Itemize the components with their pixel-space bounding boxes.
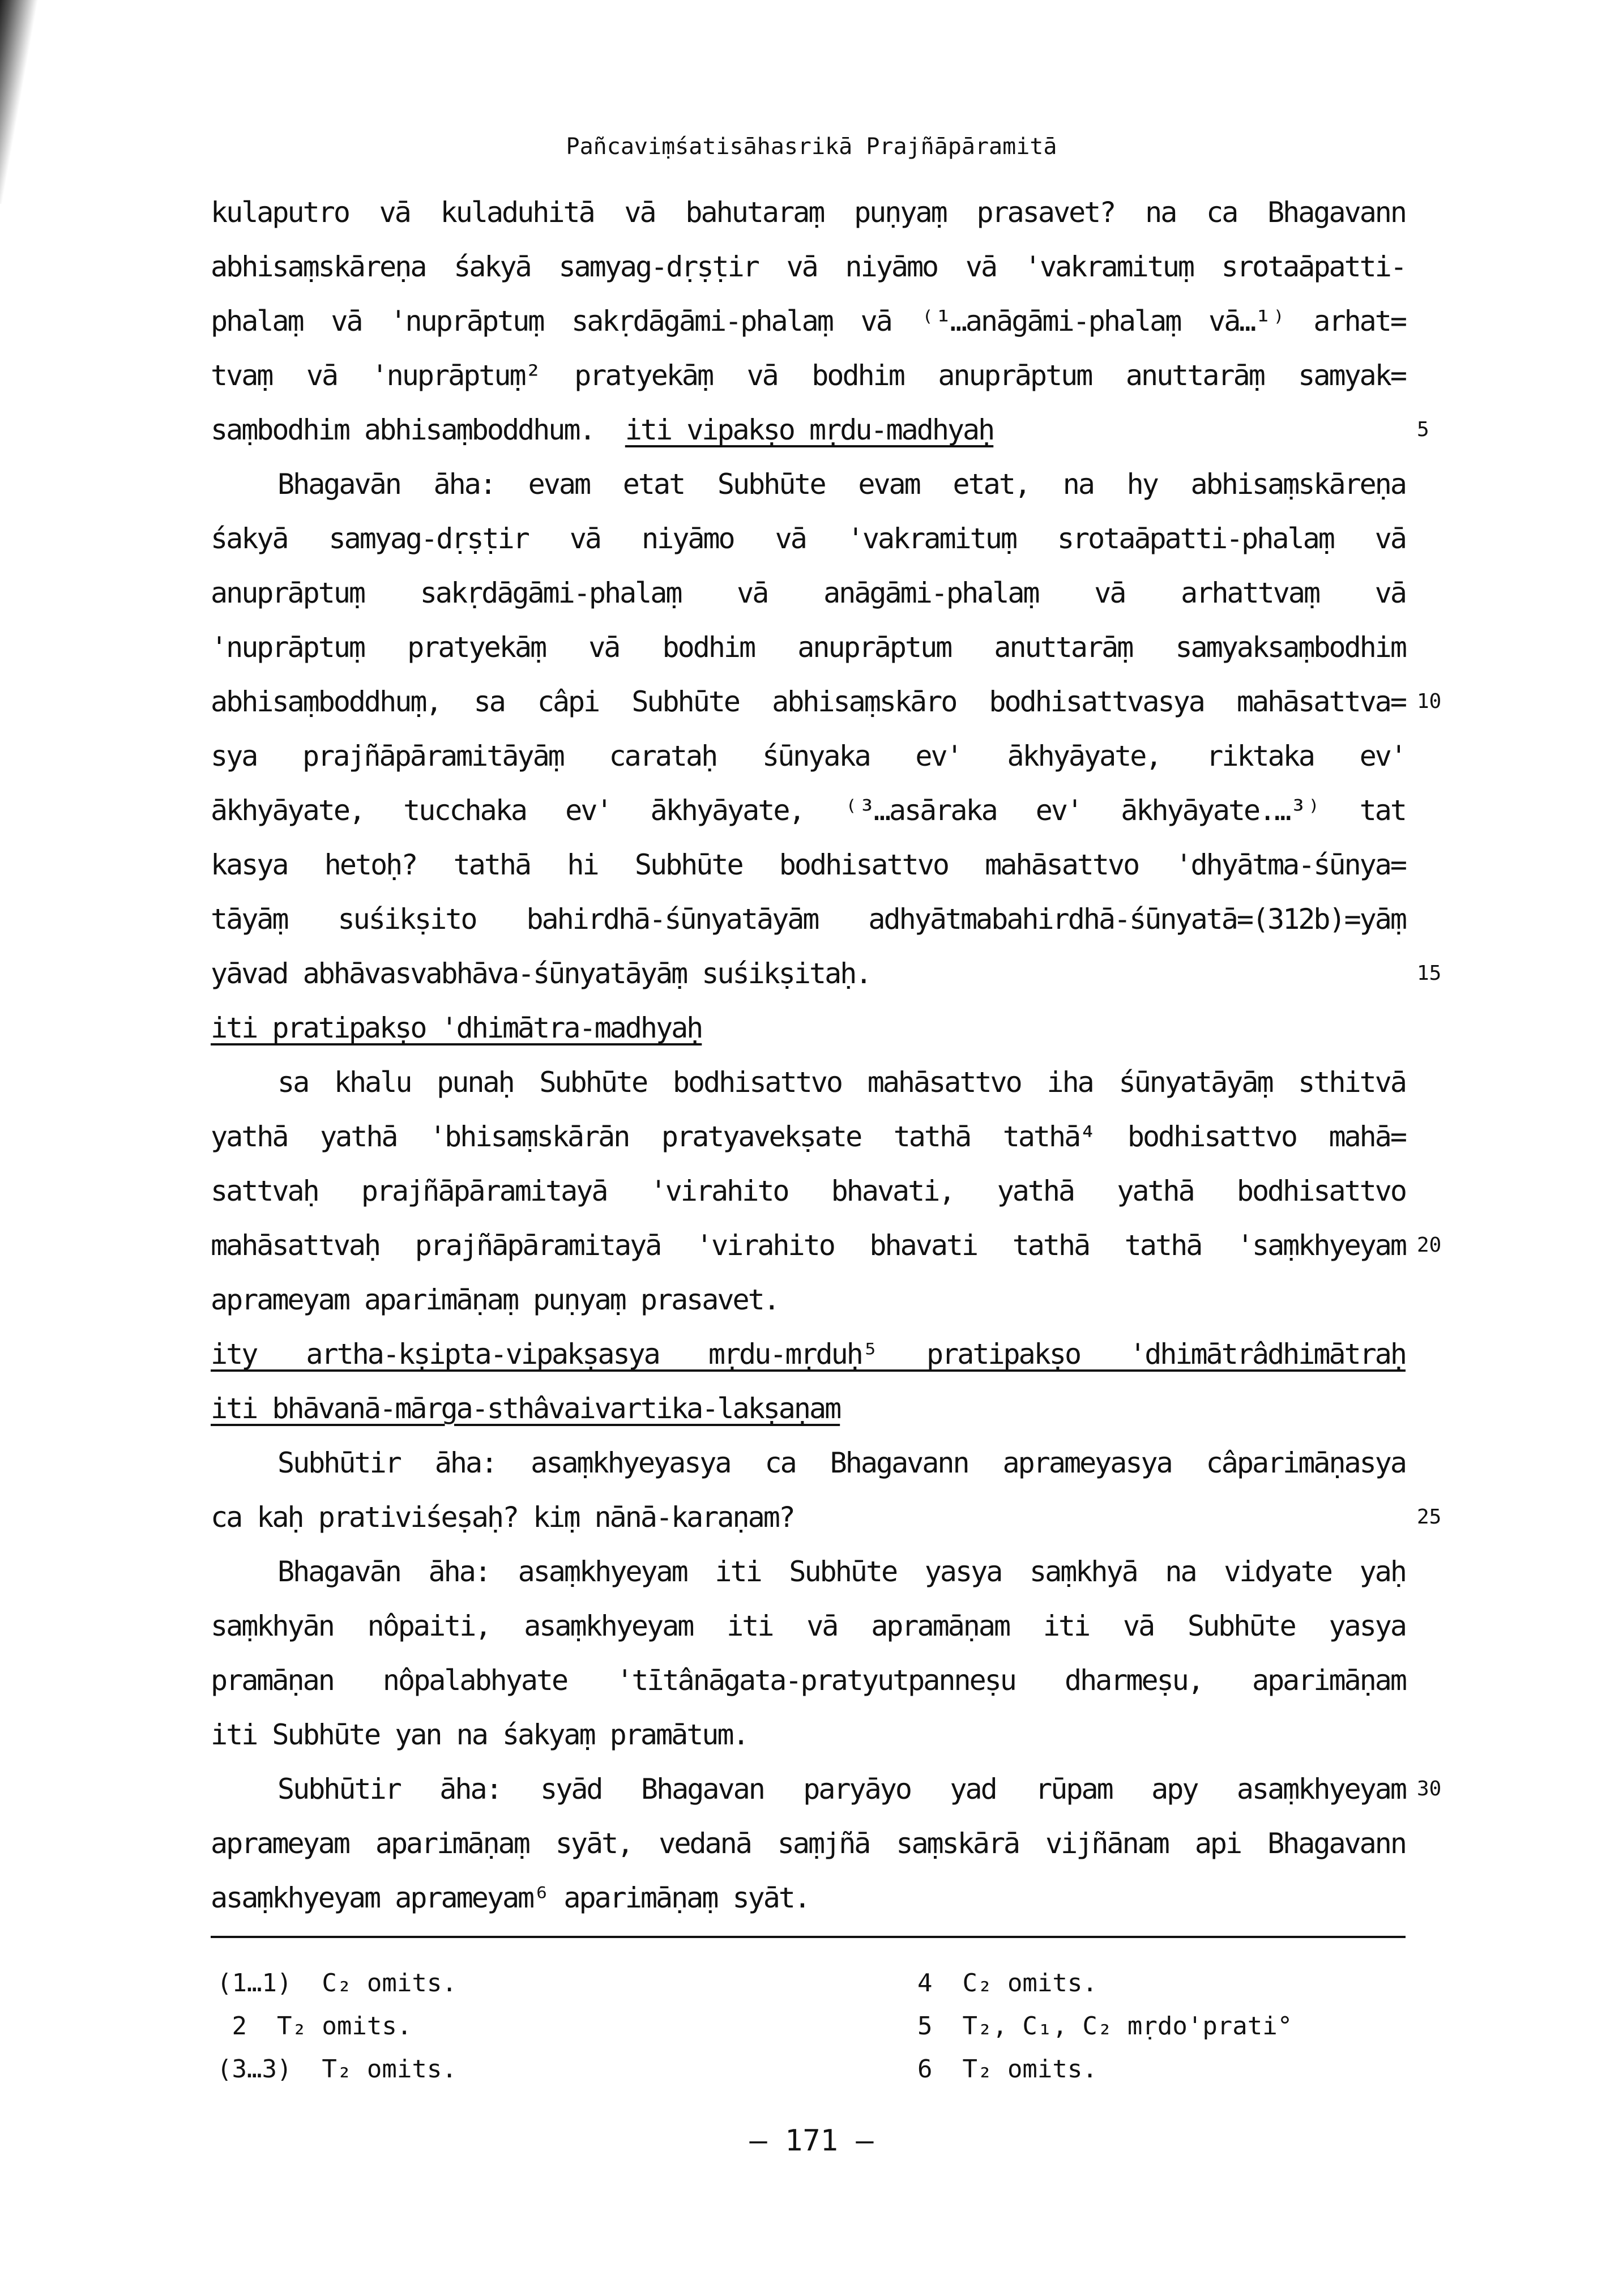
text-line [211, 1055, 1406, 1109]
text-line [211, 240, 1406, 294]
line-text: ca kaḥ prativiśeṣaḥ? kiṃ nānā-karaṇam? [211, 1501, 794, 1534]
line-text: iti Subhūte yan na śakyaṃ pramātum. [211, 1718, 748, 1751]
line-text: saṃkhyān nôpaiti, asaṃkhyeyam iti vā apramāṇam iti vā Subhūte yasya [211, 1610, 1406, 1642]
line-number: 10 [1417, 690, 1442, 713]
line-text: Bhagavān āha: asaṃkhyeyam iti Subhūte yasya saṃkhyā na vidyate yaḥ [277, 1555, 1406, 1588]
footnote: (3…3) T₂ omits. [217, 2055, 457, 2084]
text-line [211, 1218, 1442, 1273]
footnote: 5 T₂, C₁, C₂ mṛdo'prati° [917, 2012, 1293, 2041]
line-text: abhisaṃskāreṇa śakyā samyag-dṛṣṭir vā niyāmo vā 'vakramituṃ srotaāpatti- [211, 250, 1406, 283]
line-text: aprameyam aparimāṇaṃ puṇyaṃ prasavet. [211, 1283, 779, 1316]
line-text: anuprāptuṃ sakṛdāgāmi-phalaṃ vā anāgāmi-phalaṃ vā arhattvaṃ vā [211, 577, 1406, 609]
text-line [211, 729, 1406, 783]
underlined-heading-text: ity artha-kṣipta-vipakṣasya mṛdu-mṛduḥ⁵ pratipakṣo 'dhimātrâdhimātraḥ [211, 1338, 1406, 1371]
line-number: 5 [1417, 418, 1429, 441]
line-text: abhisaṃboddhuṃ, sa câpi Subhūte abhisaṃskāro bodhisattvasya mahāsattva= [211, 685, 1406, 718]
text-line [211, 1544, 1406, 1599]
text-line [211, 892, 1406, 946]
text-line [211, 1001, 1406, 1055]
line-text: saṃbodhim abhisaṃboddhum. [211, 413, 625, 446]
text-line [211, 1436, 1406, 1490]
line-text: Bhagavān āha: evam etat Subhūte evam etat, na hy abhisaṃskāreṇa [277, 468, 1406, 501]
text-line [211, 946, 1442, 1001]
text-line [211, 185, 1406, 240]
text-line [211, 348, 1406, 403]
line-text: phalaṃ vā 'nuprāptuṃ sakṛdāgāmi-phalaṃ vā ⁽¹…anāgāmi-phalaṃ vā…¹⁾ arhat= [211, 305, 1406, 338]
line-text: 'nuprāptuṃ pratyekāṃ vā bodhim anuprāptum anuttarāṃ samyaksaṃbodhim [211, 631, 1406, 664]
text-line [211, 675, 1442, 729]
text-line [211, 1273, 1406, 1327]
line-text: mahāsattvaḥ prajñāpāramitayā 'virahito bhavati tathā tathā 'saṃkhyeyam [211, 1229, 1406, 1262]
text-line [211, 783, 1406, 838]
page-number: — 171 — [749, 2124, 874, 2158]
line-number: 25 [1417, 1505, 1442, 1529]
line-text: tvaṃ vā 'nuprāptuṃ² pratyekāṃ vā bodhim anuprāptum anuttarāṃ samyak= [211, 359, 1406, 392]
scan-edge-shadow [0, 0, 91, 204]
line-text: sa khalu punaḥ Subhūte bodhisattvo mahāsattvo iha śūnyatāyāṃ sthitvā [277, 1066, 1406, 1099]
line-text: yathā yathā 'bhisaṃskārān pratyavekṣate tathā tathā⁴ bodhisattvo mahā= [211, 1120, 1406, 1153]
line-number: 20 [1417, 1234, 1442, 1257]
text-line [211, 1816, 1406, 1871]
line-text: sattvaḥ prajñāpāramitayā 'virahito bhavati, yathā yathā bodhisattvo [211, 1175, 1406, 1207]
line-text: aprameyam aparimāṇaṃ syāt, vedanā saṃjñā saṃskārā vijñānam api Bhagavann [211, 1827, 1406, 1860]
text-line [211, 620, 1406, 675]
footnote-rule [211, 1936, 1406, 1938]
line-number: 15 [1417, 962, 1442, 985]
line-text: tāyāṃ suśikṣito bahirdhā-śūnyatāyām adhyātmabahirdhā-śūnyatā=(312b)=yāṃ [211, 903, 1406, 936]
underlined-heading-text: iti vipakṣo mṛdu-madhyaḥ [625, 413, 994, 446]
text-line [211, 1490, 1442, 1544]
line-text: pramāṇan nôpalabhyate 'tītânāgata-pratyutpanneṣu dharmeṣu, aparimāṇam [211, 1664, 1406, 1697]
underlined-heading-text: iti bhāvanā-mārga-sthâvaivartika-lakṣaṇam [211, 1392, 840, 1425]
line-text: ākhyāyate, tucchaka ev' ākhyāyate, ⁽³…asāraka ev' ākhyāyate.…³⁾ tat [211, 794, 1406, 827]
footnote: 6 T₂ omits. [917, 2055, 1097, 2084]
text-line [211, 403, 1429, 457]
line-text: Subhūtir āha: syād Bhagavan paryāyo yad rūpam apy asaṃkhyeyam [277, 1773, 1406, 1806]
line-text: asaṃkhyeyam aprameyam⁶ aparimāṇaṃ syāt. [211, 1881, 809, 1914]
text-line [211, 838, 1406, 892]
text-line [211, 1109, 1406, 1164]
text-line [211, 511, 1406, 566]
text-line [211, 294, 1406, 348]
text-line [211, 1871, 1406, 1925]
text-line [211, 1762, 1442, 1816]
line-text: śakyā samyag-dṛṣṭir vā niyāmo vā 'vakramituṃ srotaāpatti-phalaṃ vā [211, 522, 1406, 555]
footnote: (1…1) C₂ omits. [217, 1969, 457, 1998]
body-text [211, 185, 1442, 1925]
text-line [211, 1164, 1406, 1218]
line-text: kulaputro vā kuladuhitā vā bahutaraṃ puṇyaṃ prasavet? na ca Bhagavann [211, 196, 1406, 229]
text-line [211, 1599, 1406, 1653]
underlined-heading-text: iti pratipakṣo 'dhimātra-madhyaḥ [211, 1012, 702, 1044]
text-line [211, 1653, 1406, 1708]
text-line [211, 1381, 1406, 1436]
line-text: Subhūtir āha: asaṃkhyeyasya ca Bhagavann aprameyasya câparimāṇasya [277, 1446, 1406, 1479]
text-line [211, 457, 1406, 511]
line-text: yāvad abhāvasvabhāva-śūnyatāyāṃ suśikṣitaḥ. [211, 957, 871, 990]
footnote: 2 T₂ omits. [217, 2012, 412, 2041]
line-text: sya prajñāpāramitāyāṃ carataḥ śūnyaka ev' ākhyāyate, riktaka ev' [211, 740, 1406, 773]
text-line [211, 1327, 1406, 1381]
text-line [211, 566, 1406, 620]
line-number: 30 [1417, 1777, 1442, 1800]
line-text: kasya hetoḥ? tathā hi Subhūte bodhisattvo mahāsattvo 'dhyātma-śūnya= [211, 848, 1406, 881]
text-line [211, 1708, 1406, 1762]
running-head: Pañcaviṃśatisāhasrikā Prajñāpāramitā [566, 134, 1057, 160]
footnote: 4 C₂ omits. [917, 1969, 1097, 1998]
